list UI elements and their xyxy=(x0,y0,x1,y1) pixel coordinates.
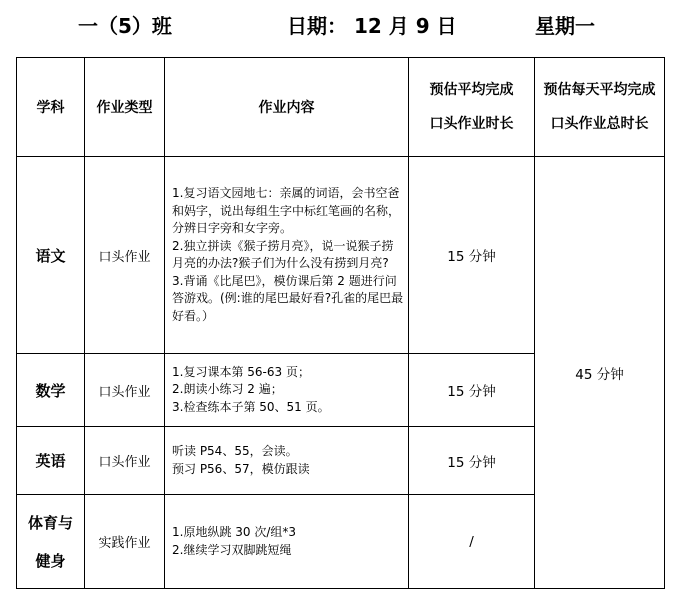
content-cell xyxy=(165,354,409,427)
content-cell xyxy=(165,427,409,495)
col-header-daily-total-line2: 口头作业总时长 xyxy=(550,116,649,132)
col-header-avg-time xyxy=(409,58,535,157)
col-header-subject: 学科 xyxy=(17,58,85,157)
content-line: 3.背诵《比尾巴》，模仿课后第 2 题进行问答游戏。(例:谁的尾巴最好看?孔雀的尾巴最好看。） xyxy=(172,273,404,323)
type-cell: 口头作业 xyxy=(85,427,165,495)
content-line: 预习 P56、57，模仿跟读 xyxy=(172,461,310,476)
content-line: 听读 P54、55，会读。 xyxy=(172,444,298,458)
col-header-avg-time-line2: 口头作业时长 xyxy=(429,116,514,132)
col-header-type: 作业类型 xyxy=(85,58,165,157)
table-row xyxy=(17,157,665,354)
class-name: 一（5）班 xyxy=(78,14,172,38)
content-line: 2.朗读小练习 2 遍； xyxy=(172,382,283,397)
content-cell xyxy=(165,495,409,589)
table-header-row xyxy=(17,58,665,157)
col-header-content: 作业内容 xyxy=(165,58,409,157)
daily-total-cell: 45 分钟 xyxy=(535,157,665,589)
subject-line: 健身 xyxy=(35,551,66,570)
subject-cell xyxy=(17,495,85,589)
subject-line: 体育与 xyxy=(27,513,73,532)
content-line: 3.检查练本子第 50、51 页。 xyxy=(172,399,330,414)
content-line: 1.复习语文园地七：亲属的词语，会书空爸和妈字，说出每组生字中标红笔画的名称，分辨日字旁和女字旁。 xyxy=(172,186,401,235)
weekday-label: 星期一 xyxy=(535,14,595,38)
time-cell: 15 分钟 xyxy=(409,354,535,427)
time-cell: 15 分钟 xyxy=(409,427,535,495)
content-line: 2.继续学习双脚跳短绳 xyxy=(172,542,292,557)
subject-cell: 英语 xyxy=(17,427,85,495)
type-cell: 口头作业 xyxy=(85,354,165,427)
page-header xyxy=(0,10,682,44)
subject-cell: 语文 xyxy=(17,157,85,354)
type-cell: 口头作业 xyxy=(85,157,165,354)
content-cell xyxy=(165,157,409,354)
time-cell: 15 分钟 xyxy=(409,157,535,354)
col-header-daily-total-line1: 预估每天平均完成 xyxy=(543,82,656,98)
col-header-avg-time-line1: 预估平均完成 xyxy=(429,82,514,98)
col-header-daily-total xyxy=(535,58,665,157)
subject-cell: 数学 xyxy=(17,354,85,427)
homework-table xyxy=(16,57,665,589)
type-cell: 实践作业 xyxy=(85,495,165,589)
time-cell: / xyxy=(409,495,535,589)
content-line: 1.原地纵跳 30 次/组*3 xyxy=(172,525,297,539)
date-label: 日期： 12 月 9 日 xyxy=(287,14,457,38)
content-line: 2.独立拼读《猴子捞月亮》，说一说猴子捞月亮的办法?猴子们为什么没有捞到月亮? xyxy=(172,238,394,270)
content-line: 1.复习课本第 56-63 页； xyxy=(172,364,310,379)
